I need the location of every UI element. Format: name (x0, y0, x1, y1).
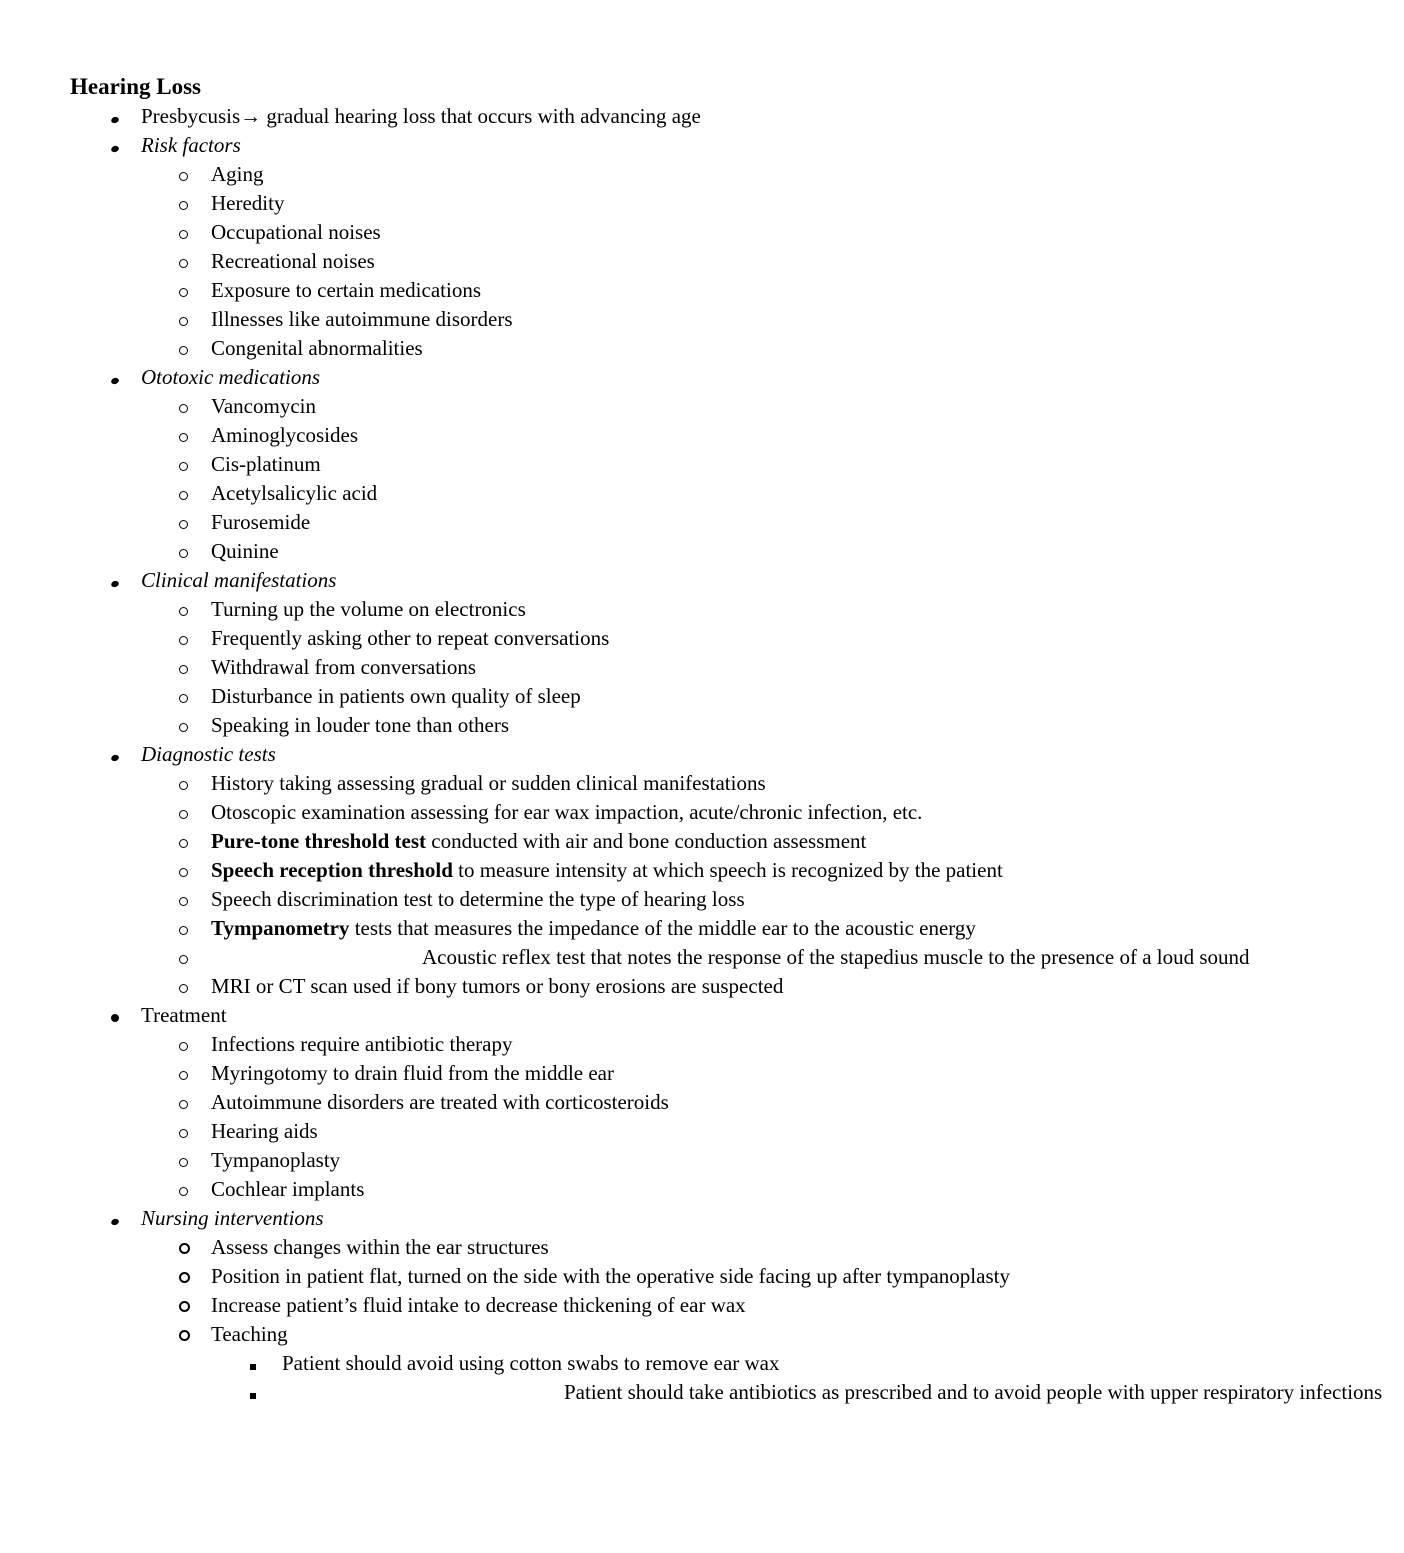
list-item: History taking assessing gradual or sudden clinical manifestations (0, 769, 1200, 798)
circle-bullet-icon (176, 276, 196, 305)
list-item: Autoimmune disorders are treated with corticosteroids (0, 1088, 1200, 1117)
circle-bullet-icon (176, 508, 196, 537)
circle-bullet-icon (176, 189, 196, 218)
circle-bullet-icon (176, 624, 196, 653)
list-item: Aminoglycosides (0, 421, 1200, 450)
bullet-icon (106, 1204, 126, 1233)
circle-bullet-icon (176, 769, 196, 798)
circle-bullet-icon (176, 885, 196, 914)
section-heading: Diagnostic tests (141, 742, 276, 766)
list-item: Furosemide (0, 508, 1200, 537)
list-item: Heredity (0, 189, 1200, 218)
list-item: Hearing aids (0, 1117, 1200, 1146)
list-item-ototoxic (0, 363, 1200, 392)
circle-bullet-icon (176, 972, 196, 1001)
circle-bullet-icon (176, 537, 196, 566)
list-item: Patient should take antibiotics as prescribed and to avoid people with upper respiratory infections (0, 1378, 1200, 1407)
list-item: Turning up the volume on electronics (0, 595, 1200, 624)
list-item: Position in patient flat, turned on the side with the operative side facing up after tympanoplasty (0, 1262, 1200, 1291)
list-item: Speaking in louder tone than others (0, 711, 1200, 740)
circle-bullet-icon (176, 856, 196, 885)
list-item: Speech discrimination test to determine the type of hearing loss (0, 885, 1200, 914)
circle-bullet-icon (176, 450, 196, 479)
circle-bullet-icon (176, 1175, 196, 1204)
list-item-risk-factors (0, 131, 1200, 160)
circle-bullet-icon (176, 1146, 196, 1175)
circle-bullet-icon (176, 943, 196, 972)
list-item: Increase patient’s fluid intake to decrease thickening of ear wax (0, 1291, 1200, 1320)
circle-bullet-icon (176, 1030, 196, 1059)
list-item: Congenital abnormalities (0, 334, 1200, 363)
circle-bullet-icon (176, 160, 196, 189)
list-item-presbycusis (0, 102, 1200, 131)
list-item: Otoscopic examination assessing for ear wax impaction, acute/chronic infection, etc. (0, 798, 1200, 827)
bold-circle-bullet-icon (176, 1320, 196, 1349)
list-item: Exposure to certain medications (0, 276, 1200, 305)
circle-bullet-icon (176, 595, 196, 624)
presbycusis-definition: gradual hearing loss that occurs with advancing age (261, 104, 701, 128)
circle-bullet-icon (176, 392, 196, 421)
list-item: Cis-platinum (0, 450, 1200, 479)
list-item-clinical (0, 566, 1200, 595)
presbycusis-term: Presbycusis (141, 104, 241, 128)
circle-bullet-icon (176, 334, 196, 363)
circle-bullet-icon (176, 1059, 196, 1088)
list-item: Withdrawal from conversations (0, 653, 1200, 682)
circle-bullet-icon (176, 421, 196, 450)
bullet-icon (106, 363, 126, 392)
square-bullet-icon (246, 1349, 266, 1378)
bullet-icon (106, 740, 126, 769)
outline-list (0, 102, 1383, 1407)
list-item: Vancomycin (0, 392, 1200, 421)
circle-bullet-icon (176, 479, 196, 508)
list-item: Cochlear implants (0, 1175, 1200, 1204)
list-item: Disturbance in patients own quality of sleep (0, 682, 1200, 711)
list-item: Illnesses like autoimmune disorders (0, 305, 1200, 334)
bold-term: Pure-tone threshold test (211, 829, 427, 853)
bold-term: Speech reception threshold (211, 858, 453, 882)
list-item: Tympanometry tests that measures the impedance of the middle ear to the acoustic energy (0, 914, 1200, 943)
list-item: Pure-tone threshold test conducted with air and bone conduction assessment (0, 827, 1200, 856)
section-heading: Clinical manifestations (141, 568, 337, 592)
page-title: Hearing Loss (70, 74, 201, 99)
list-item: Teaching (0, 1320, 1200, 1349)
list-item: Acoustic reflex test that notes the response of the stapedius muscle to the presence of a loud sound (0, 943, 1200, 972)
list-item: Occupational noises (0, 218, 1200, 247)
bullet-icon (106, 102, 126, 131)
circle-bullet-icon (176, 218, 196, 247)
list-item-diagnostic (0, 740, 1200, 769)
circle-bullet-icon (176, 914, 196, 943)
circle-bullet-icon (176, 798, 196, 827)
bullet-icon (106, 566, 126, 595)
list-item-treatment (0, 1001, 1200, 1030)
list-item: Frequently asking other to repeat conversations (0, 624, 1200, 653)
circle-bullet-icon (176, 247, 196, 276)
list-item: Assess changes within the ear structures (0, 1233, 1200, 1262)
bold-circle-bullet-icon (176, 1291, 196, 1320)
list-item: Myringotomy to drain fluid from the middle ear (0, 1059, 1200, 1088)
circle-bullet-icon (176, 682, 196, 711)
list-item: Recreational noises (0, 247, 1200, 276)
list-item: Tympanoplasty (0, 1146, 1200, 1175)
list-item: Speech reception threshold to measure intensity at which speech is recognized by the patient (0, 856, 1200, 885)
section-heading: Treatment (141, 1003, 227, 1027)
list-item: Aging (0, 160, 1200, 189)
list-item-nursing (0, 1204, 1200, 1233)
section-heading: Nursing interventions (141, 1206, 324, 1230)
list-item: Acetylsalicylic acid (0, 479, 1200, 508)
bold-circle-bullet-icon (176, 1262, 196, 1291)
circle-bullet-icon (176, 1088, 196, 1117)
circle-bullet-icon (176, 827, 196, 856)
list-item: MRI or CT scan used if bony tumors or bony erosions are suspected (0, 972, 1200, 1001)
section-heading: Ototoxic medications (141, 365, 321, 389)
section-heading: Risk factors (141, 133, 241, 157)
square-bullet-icon (246, 1378, 266, 1407)
bullet-icon (106, 1001, 126, 1030)
list-item: Patient should avoid using cotton swabs to remove ear wax (0, 1349, 1200, 1378)
bullet-icon (106, 131, 126, 160)
circle-bullet-icon (176, 711, 196, 740)
circle-bullet-icon (176, 305, 196, 334)
circle-bullet-icon (176, 653, 196, 682)
list-item: Infections require antibiotic therapy (0, 1030, 1200, 1059)
bold-term: Tympanometry (211, 916, 350, 940)
bold-circle-bullet-icon (176, 1233, 196, 1262)
arrow-icon: → (240, 104, 262, 128)
list-item: Quinine (0, 537, 1200, 566)
circle-bullet-icon (176, 1117, 196, 1146)
